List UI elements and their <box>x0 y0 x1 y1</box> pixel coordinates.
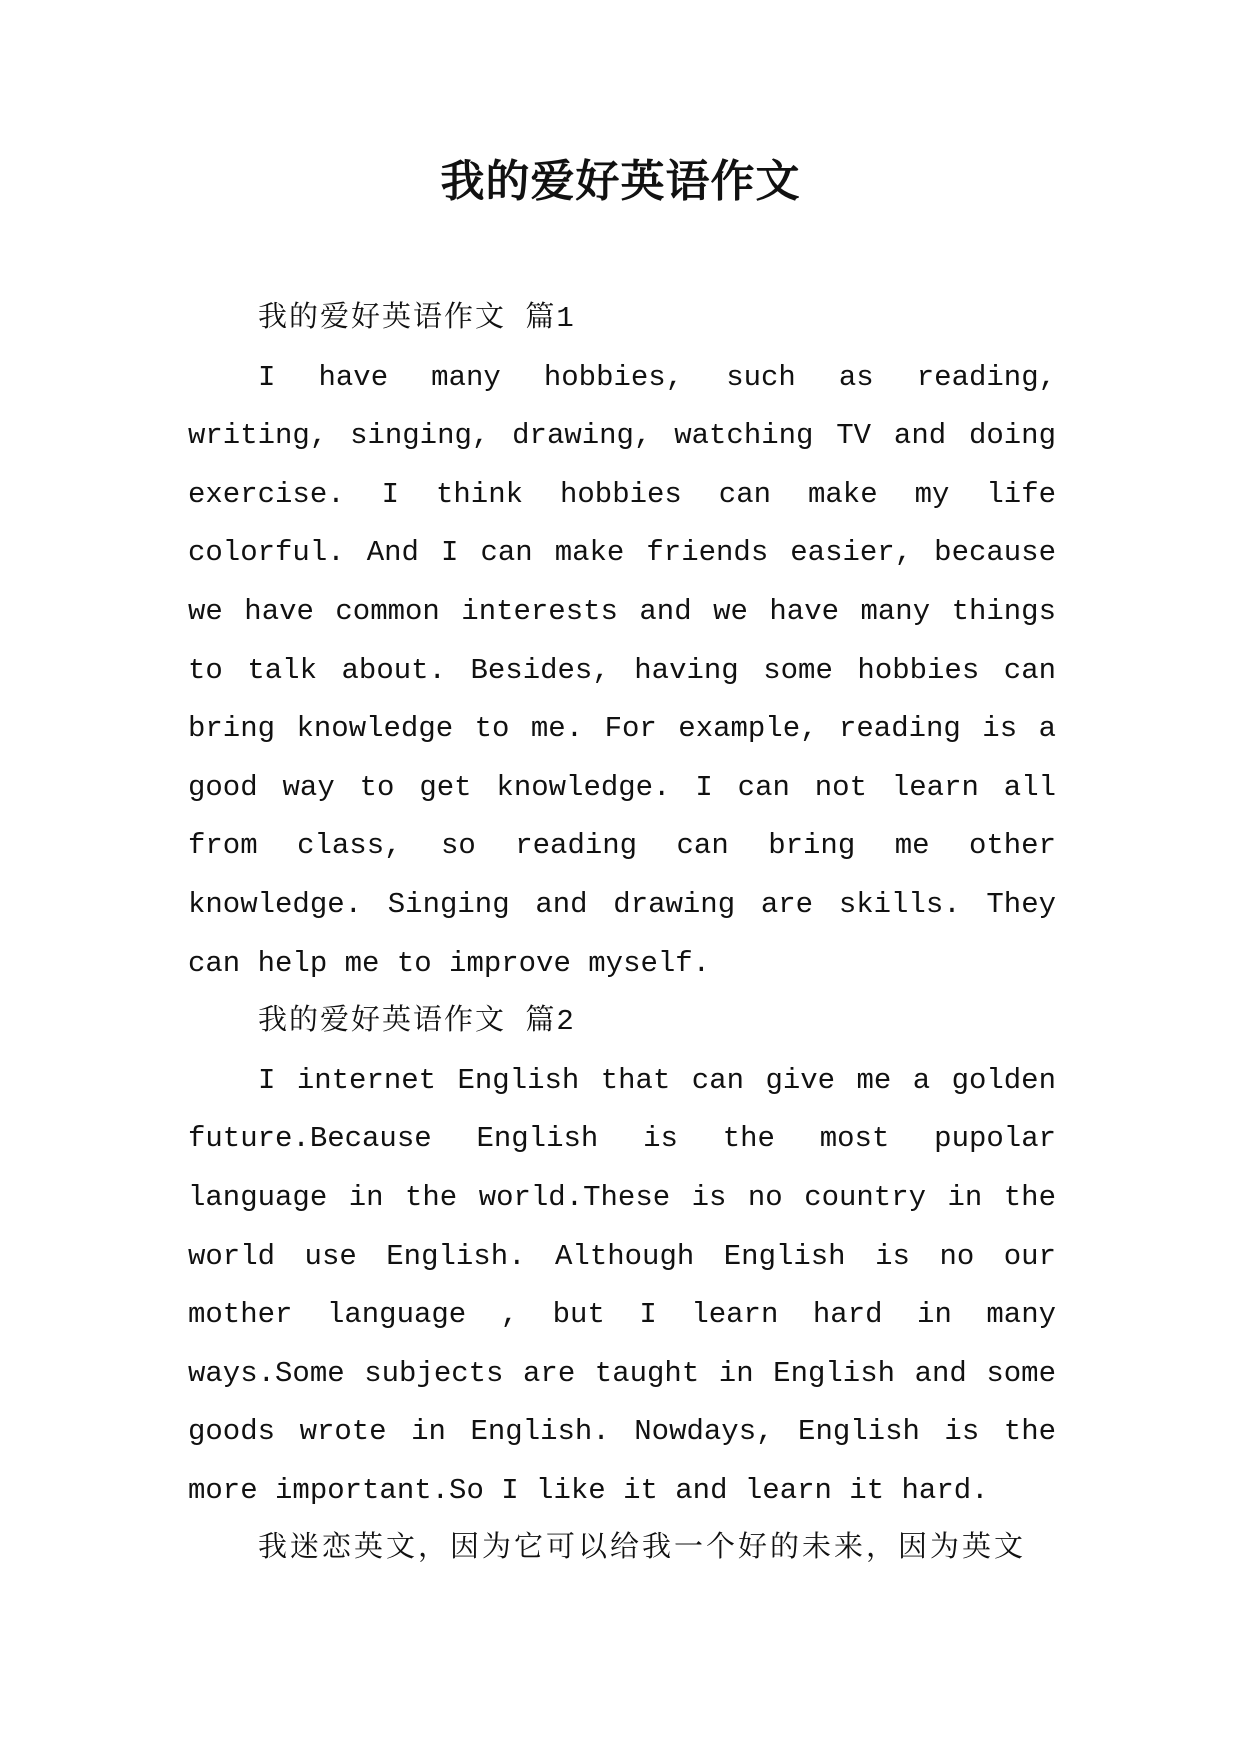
document-body <box>188 290 1056 1579</box>
paragraph-2-1: I internet English that can give me a golden future.Because English is the most pupolar language in the world.These is no country in the world use English. Although English is no our mother language , but I learn hard in many ways.Some subjects are taught in English and some goods wrote in English. Nowdays, English is the more important.So I like it and learn it hard. <box>188 1063 1056 1507</box>
paragraph-2-2: 我迷恋英文，因为它可以给我一个好的未来，因为英文 <box>258 1532 1027 1566</box>
paragraph-1-1: I have many hobbies, such as reading, writing, singing, drawing, watching TV and doing exercise. I think hobbies can make my life colorful. And I can make friends easier, because we have common interests and we have many things to talk about. Besides, having some hobbies can bring knowledge to me. For example, reading is a good way to get knowledge. I can not learn all from class, so reading can bring me other knowledge. Singing and drawing are skills. They can help me to improve myself. <box>188 360 1056 980</box>
section-heading-1: 我的爱好英语作文 篇1 <box>258 302 576 335</box>
section-heading-2: 我的爱好英语作文 篇2 <box>258 1005 576 1039</box>
document-title: 我的爱好英语作文 <box>440 156 801 207</box>
